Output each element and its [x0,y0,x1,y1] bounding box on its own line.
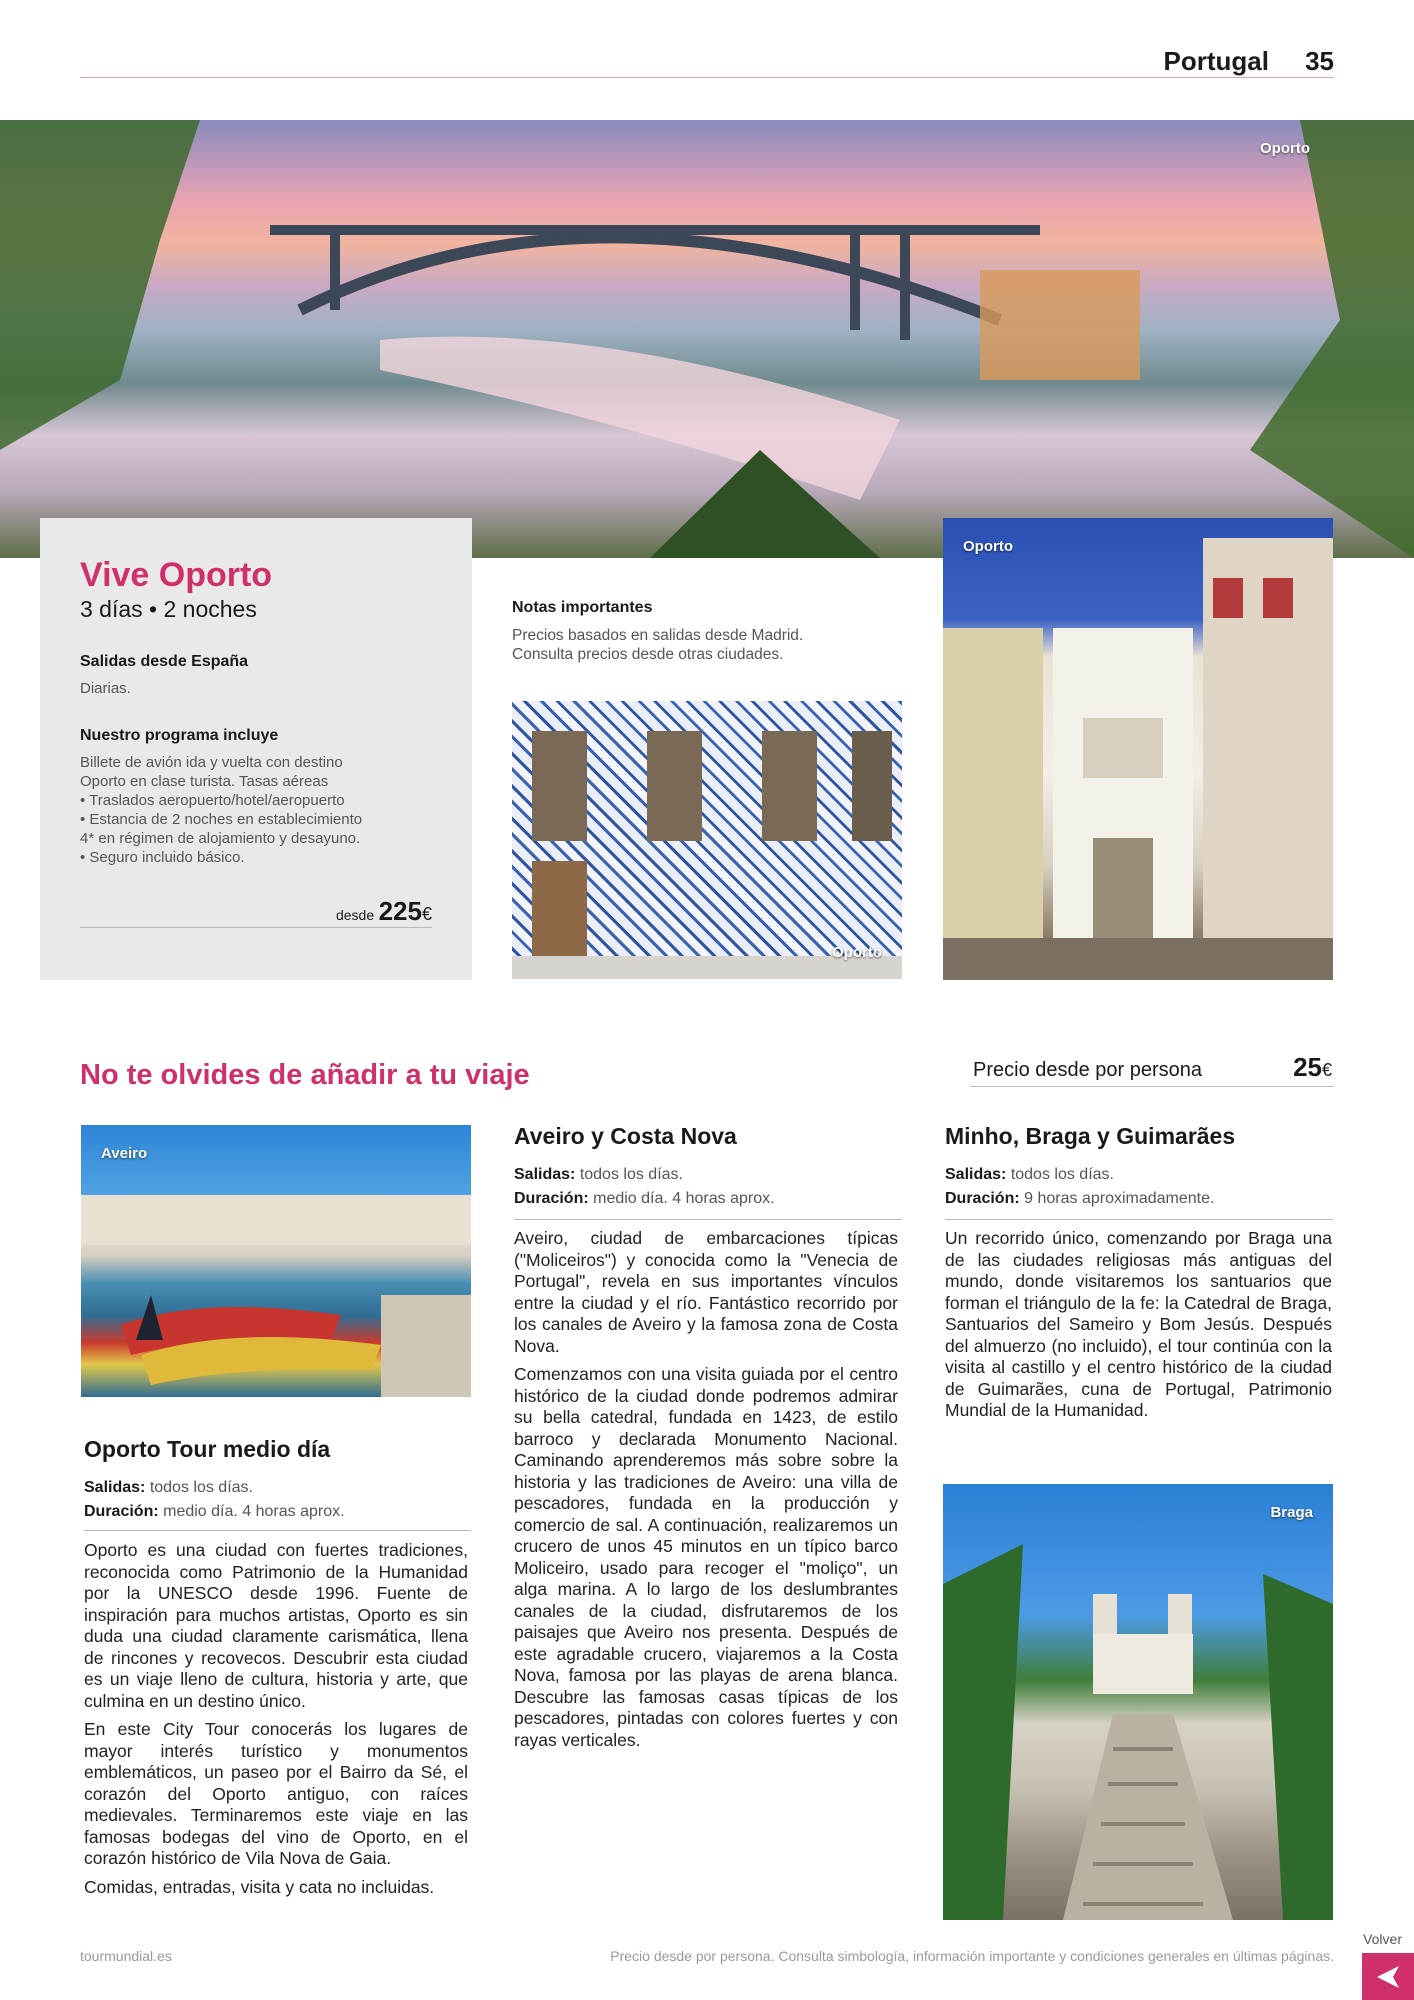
tour-oporto-title: Oporto Tour medio día [84,1436,331,1462]
tour-oporto-divider [84,1530,471,1531]
aveiro-meta [514,1163,775,1211]
duracion-label: Duración: [945,1190,1020,1207]
braga-caption: Braga [1270,1504,1313,1521]
salidas-value: todos los días. [1010,1166,1114,1183]
salidas-value: Diarias. [80,680,131,697]
arrow-left-icon [1375,1964,1401,1990]
package-duration: 3 días • 2 noches [80,596,257,622]
notas-line: Consulta precios desde otras ciudades. [512,646,784,663]
azulejo-caption: Oporto [832,944,882,961]
paragraph: Oporto es una ciudad con fuertes tradiciones, reconocida como Patrimonio de la Humanidad por la UNESCO desde 1996. Fuente de inspiración para muchos artistas, Oporto es sin duda una ciudad claramente carismática, llena de rincones y recovecos. Descubrir esta ciudad es un viaje lleno de cultura, historia y arte, que culmina en un destino único. [84,1540,468,1711]
photo-azulejo-facade [512,701,902,979]
price-currency: € [421,904,432,924]
minho-body [945,1228,1332,1429]
duracion-label: Duración: [84,1503,159,1520]
salidas-value: todos los días. [149,1479,253,1496]
back-button[interactable] [1362,1953,1414,2000]
salidas-label: Salidas: [84,1479,146,1496]
addons-price [1293,1052,1332,1083]
photo-aveiro-boats [81,1125,471,1397]
package-price [336,896,432,927]
addons-price-label: Precio desde por persona [973,1059,1203,1081]
package-title: Vive Oporto [80,556,273,594]
aveiro-divider [514,1219,902,1220]
price-prefix: desde [335,907,375,923]
duracion-value: medio día. 4 horas aprox. [593,1190,775,1207]
salidas-label: Salidas: [945,1166,1007,1183]
section-title: Portugal [1163,46,1269,76]
tour-oporto-body [84,1540,468,1905]
duracion-label: Duración: [514,1190,589,1207]
addons-title: No te olvides de añadir a tu viaje [80,1059,530,1091]
duracion-value: 9 horas aproximadamente. [1024,1190,1215,1207]
photo-lello-bookstore [943,518,1333,980]
price-divider [80,927,432,928]
incluye-line: Billete de avión ida y vuelta con destino [80,754,343,771]
minho-divider [945,1219,1333,1220]
incluye-list [80,753,460,867]
paragraph: Un recorrido único, comenzando por Braga una de las ciudades religiosas más antiguas del mundo, donde visitaremos los santuarios que forman el triángulo de la fe: la Catedral de Braga, Santuarios del Sameiro y Bom Jesús. Después del almuerzo (no incluido), el tour continúa con la visita al castillo y el centro histórico de la ciudad de Guimarães, cuna de Portugal, Patrimonio Mundial de la Humanidad. [945,1228,1332,1420]
notas-text [512,626,803,664]
duracion-value: medio día. 4 horas aprox. [163,1503,345,1520]
paragraph: Comenzamos con una visita guiada por el centro histórico de la ciudad donde podremos admirar su bella catedral, fundada en 1423, de estilo barroco y declarada Monumento Nacional. Caminando aprenderemos más sobre sobre la historia y las tradiciones de Aveiro: una villa de pescadores, fundada en la producción y comercio de sal. A continuación, realizaremos un crucero de unos 45 minutos en un típico barco Moliceiro, usado para recoger el "moliço", un alga marina. A lo largo de los deslumbrantes canales de la ciudad, disfrutaremos de los paisajes que Aveiro nos presenta. Después de este agradable crucero, viajaremos a la Costa Nova, famosa por las playas de arena blanca. Descubre las famosas casas típicas de los pescadores, pintadas con colores fuertes y con rayas verticales. [514,1364,898,1750]
addons-price-currency: € [1321,1060,1332,1080]
notas-title: Notas importantes [512,599,653,616]
aveiro-caption: Aveiro [101,1145,148,1162]
boats-illustration [81,1125,471,1397]
volver-label[interactable]: Volver [1363,1931,1402,1947]
salidas-label: Salidas desde España [80,653,249,670]
bridge-illustration [0,120,1414,558]
tour-oporto-meta [84,1476,345,1524]
hero-caption: Oporto [1260,140,1310,157]
aveiro-body [514,1228,898,1758]
incluye-line: 4* en régimen de alojamiento y desayuno. [80,830,361,847]
photo-braga-bom-jesus [943,1484,1333,1920]
paragraph: En este City Tour conocerás los lugares de mayor interés turístico y monumentos emblemáticos, un paseo por el Bairro da Sé, el corazón del Oporto antiguo, con raíces medievales. Terminaremos este viaje en las famosas bodegas del vino de Oporto, en el corazón histórico de Vila Nova de Gaia. [84,1719,468,1868]
footer-site: tourmundial.es [80,1948,172,1964]
facade-illustration [512,701,902,979]
page-number: 35 [1305,46,1334,76]
salidas-label: Salidas: [514,1166,576,1183]
addons-price-value: 25 [1293,1052,1322,1082]
salidas-value: todos los días. [579,1166,683,1183]
incluye-line: • Estancia de 2 noches en establecimiento [80,811,363,828]
minho-title: Minho, Braga y Guimarães [945,1123,1236,1149]
incluye-line: • Seguro incluido básico. [80,849,245,866]
hero-photo-oporto-bridge [0,120,1414,558]
addons-price-divider [970,1086,1334,1087]
building-illustration [943,518,1333,980]
paragraph: Comidas, entradas, visita y cata no incluidas. [84,1876,435,1897]
incluye-label: Nuestro programa incluye [80,727,279,744]
incluye-line: Oporto en clase turista. Tasas aéreas [80,773,329,790]
sanctuary-illustration [943,1484,1333,1920]
aveiro-title: Aveiro y Costa Nova [514,1123,737,1149]
paragraph: Aveiro, ciudad de embarcaciones típicas ("Moliceiros") y conocida como la "Venecia de Portugal", revela en sus importantes vínculos entre la ciudad y el río. Fantástico recorrido por los canales de Aveiro y la famosa zona de Costa Nova. [514,1228,898,1356]
incluye-line: • Traslados aeropuerto/hotel/aeropuerto [80,792,345,809]
price-value: 225 [378,896,422,926]
lello-caption: Oporto [963,538,1013,555]
notas-line: Precios basados en salidas desde Madrid. [512,627,804,644]
header-divider [80,77,1334,78]
minho-meta [945,1163,1214,1211]
footer-note: Precio desde por persona. Consulta simbología, información importante y condiciones generales en últimas páginas. [610,1948,1334,1964]
